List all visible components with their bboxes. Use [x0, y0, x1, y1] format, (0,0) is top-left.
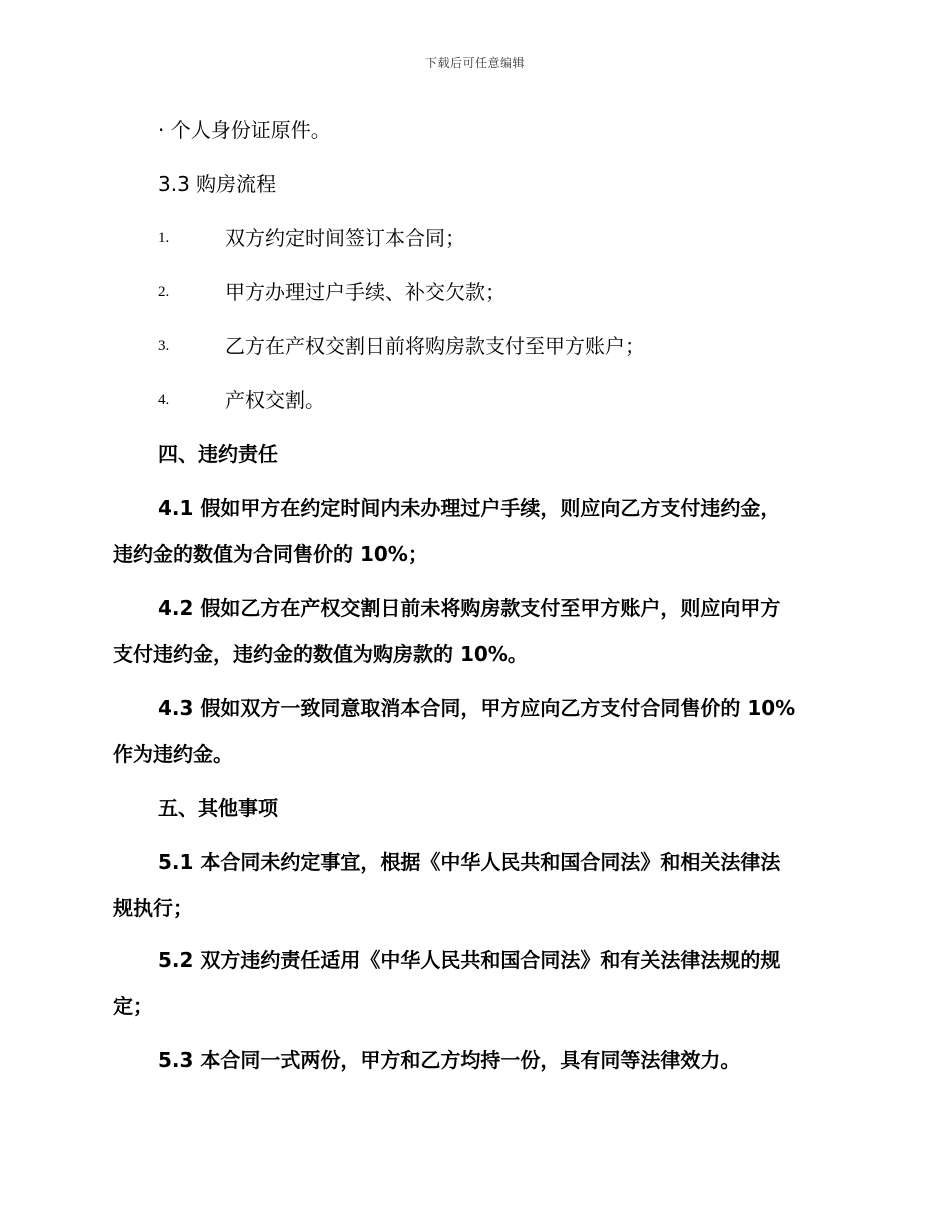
- bullet-id-original: · 个人身份证原件。: [158, 118, 331, 142]
- header-watermark: 下载后可任意编辑: [424, 56, 525, 70]
- paragraph-line: 5.1 本合同未约定事宜，根据《中华人民共和国合同法》和相关法律法: [158, 850, 781, 874]
- paragraph-line: 4.3 假如双方一致同意取消本合同，甲方应向乙方支付合同售价的 10%: [158, 696, 796, 720]
- list-item-text: 甲方办理过户手续、补交欠款；: [225, 280, 505, 304]
- list-item-number: 4.: [158, 392, 170, 408]
- paragraph-line: 作为违约金。: [113, 742, 233, 766]
- section-heading-4: 四、违约责任: [158, 442, 278, 466]
- paragraph-line: 规执行；: [113, 896, 193, 920]
- list-item-text: 双方约定时间签订本合同；: [225, 226, 465, 250]
- section-heading-5: 五、其他事项: [158, 796, 278, 820]
- list-item-number: 1.: [158, 230, 170, 246]
- list-item-number: 3.: [158, 338, 170, 354]
- paragraph-line: 4.2 假如乙方在产权交割日前未将购房款支付至甲方账户，则应向甲方: [158, 596, 781, 620]
- list-item-text: 产权交割。: [225, 388, 325, 412]
- list-item-text: 乙方在产权交割日前将购房款支付至甲方账户；: [225, 334, 645, 358]
- paragraph-line: 违约金的数值为合同售价的 10%；: [113, 542, 428, 566]
- paragraph-line: 支付违约金，违约金的数值为购房款的 10%。: [113, 642, 528, 666]
- paragraph-line: 5.3 本合同一式两份，甲方和乙方均持一份，具有同等法律效力。: [158, 1048, 741, 1072]
- section-heading-3-3: 3.3 购房流程: [158, 172, 277, 196]
- paragraph-line: 5.2 双方违约责任适用《中华人民共和国合同法》和有关法律法规的规: [158, 948, 781, 972]
- paragraph-line: 定；: [113, 994, 153, 1018]
- list-item-number: 2.: [158, 284, 170, 300]
- paragraph-line: 4.1 假如甲方在约定时间内未办理过户手续，则应向乙方支付违约金，: [158, 496, 781, 520]
